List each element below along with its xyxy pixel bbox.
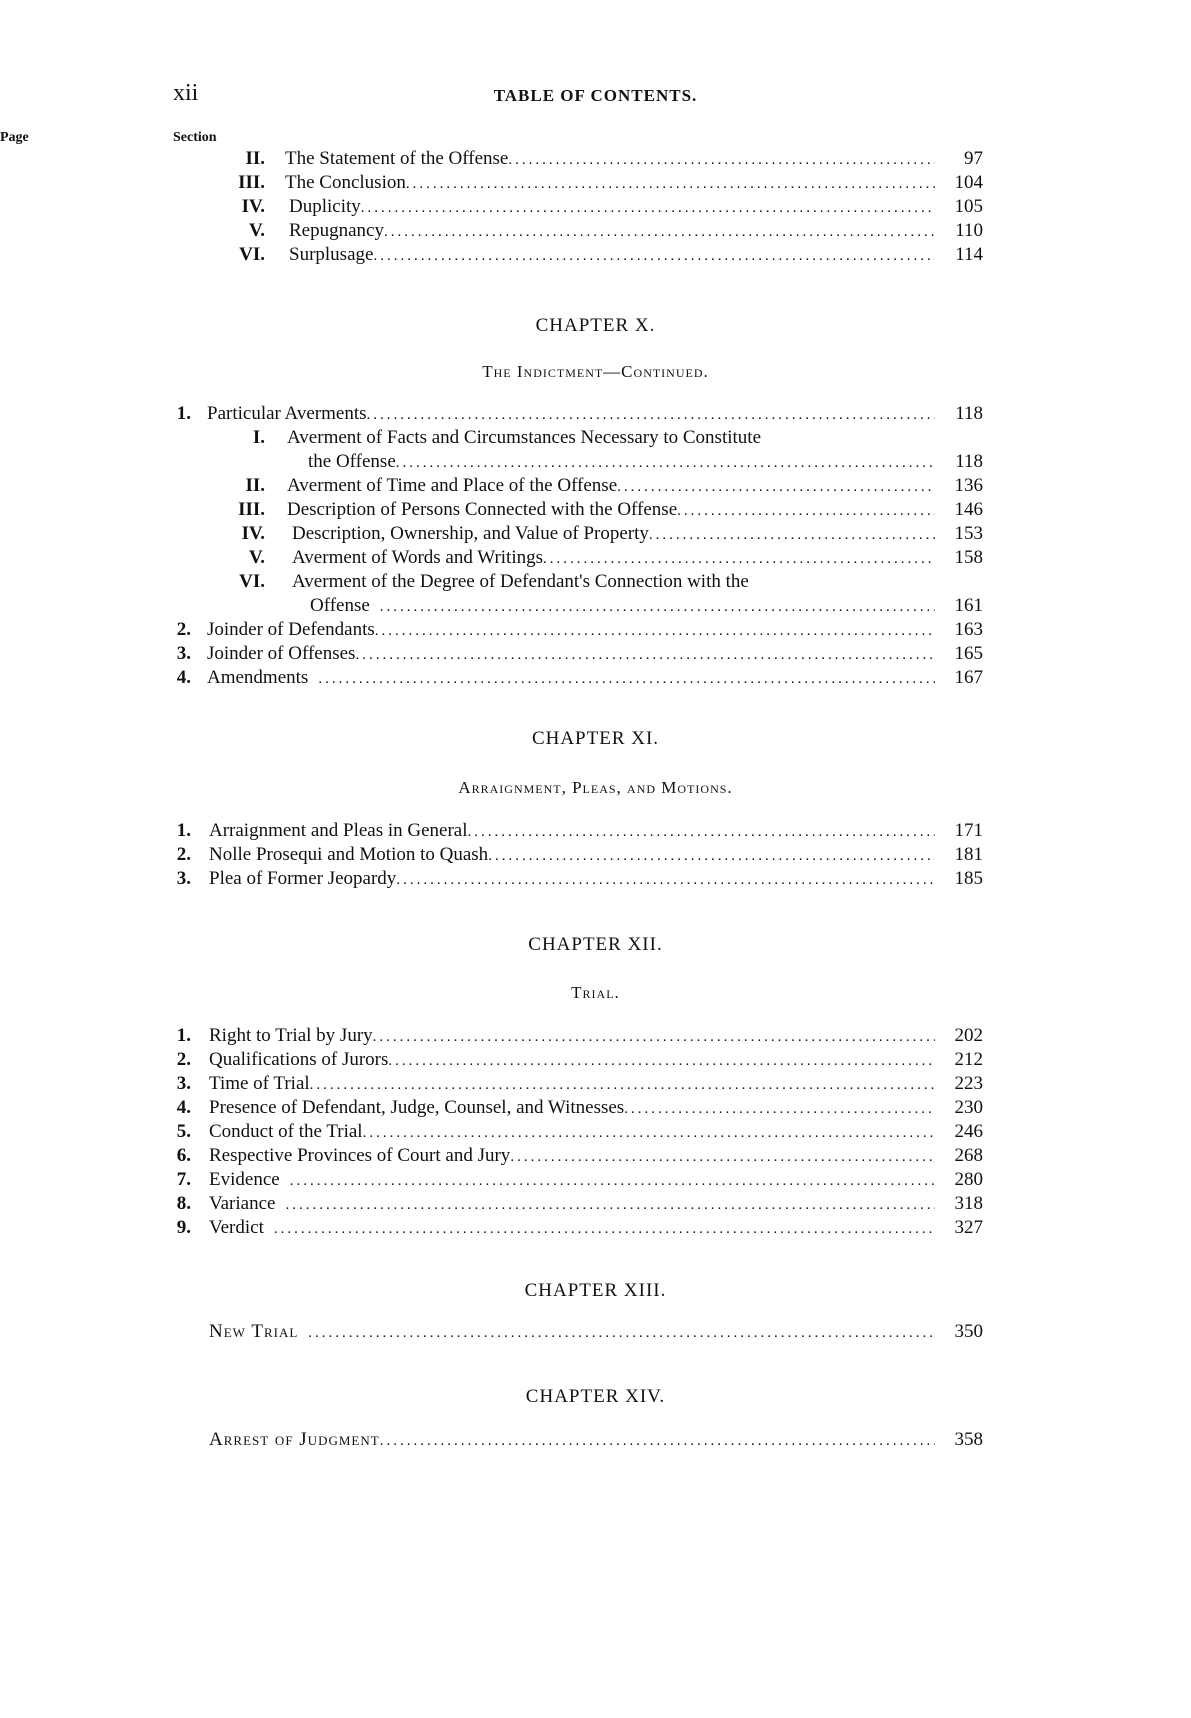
entry-page: 202	[954, 1025, 983, 1046]
entry-text: Arraignment and Pleas in General	[209, 820, 468, 841]
leader-dots	[274, 1217, 935, 1241]
list-item	[173, 1096, 983, 1120]
entry-text: Verdict	[209, 1217, 264, 1238]
entry-number: VI.	[239, 244, 265, 265]
leader-dots	[488, 844, 935, 868]
leader-dots	[318, 667, 935, 691]
entry-page: 158	[954, 547, 983, 568]
list-item	[173, 1168, 983, 1192]
list-item	[173, 843, 983, 867]
entry-page: 161	[954, 595, 983, 616]
entry-page: 146	[954, 499, 983, 520]
entry-page: 118	[955, 451, 983, 472]
entry-number: 7.	[176, 1169, 191, 1190]
entry-number: 6.	[176, 1145, 191, 1166]
leader-dots	[361, 196, 935, 220]
leader-dots	[624, 1097, 935, 1121]
entry-text-continued: Offense	[310, 595, 370, 616]
entry-page: 230	[954, 1097, 983, 1118]
entry-text: Averment of Words and Writings	[292, 547, 543, 568]
entry-text: Repugnancy	[289, 220, 384, 241]
entry-text: Conduct of the Trial	[209, 1121, 363, 1142]
list-item-continuation	[173, 450, 983, 474]
chapter-x-entries	[173, 402, 983, 690]
entry-text: Surplusage	[289, 244, 374, 265]
chapter-xii-subtitle: Trial.	[571, 983, 620, 1002]
entry-text: Right to Trial by Jury	[209, 1025, 373, 1046]
entry-text: Description, Ownership, and Value of Property	[292, 523, 649, 544]
list-item-continuation	[173, 594, 983, 618]
entry-page: 110	[955, 220, 983, 241]
leader-dots	[406, 172, 935, 196]
entry-page: 105	[954, 196, 983, 217]
leader-dots	[285, 1193, 935, 1217]
entry-page: 163	[954, 619, 983, 640]
section-label: Section	[173, 130, 217, 145]
entry-number: 1.	[176, 820, 191, 841]
entry-text: Evidence	[209, 1169, 280, 1190]
leader-dots	[380, 1429, 935, 1453]
entry-text-continued: the Offense	[308, 451, 396, 472]
list-item	[173, 1024, 983, 1048]
leader-dots	[355, 643, 935, 667]
list-item	[173, 867, 983, 891]
leader-dots	[617, 475, 935, 499]
chapter-xiii-heading: CHAPTER XIII.	[524, 1280, 667, 1301]
entry-text: Time of Trial	[209, 1073, 310, 1094]
leader-dots	[396, 451, 935, 475]
entry-text: Qualifications of Jurors	[209, 1049, 389, 1070]
entry-number: 1.	[176, 403, 191, 424]
entry-number: 3.	[176, 643, 191, 664]
entry-number: III.	[238, 499, 265, 520]
entry-text: The Statement of the Offense	[285, 148, 509, 169]
leader-dots	[310, 1073, 935, 1097]
entry-page: 280	[954, 1169, 983, 1190]
leader-dots	[367, 403, 935, 427]
entry-number: II.	[245, 475, 265, 496]
entry-page: 350	[954, 1321, 983, 1342]
chapter-xiii-entries	[173, 1320, 983, 1344]
entry-page: 167	[954, 667, 983, 688]
entry-page: 153	[954, 523, 983, 544]
entry-text: Averment of the Degree of Defendant's Connection with the	[292, 571, 749, 592]
entry-page: 165	[954, 643, 983, 664]
entry-text: Arrest of Judgment	[209, 1429, 380, 1450]
entry-page: 118	[955, 403, 983, 424]
entry-text: Variance	[209, 1193, 276, 1214]
leader-dots	[308, 1321, 935, 1345]
leader-dots	[290, 1169, 935, 1193]
entry-page: 327	[954, 1217, 983, 1238]
leader-dots	[510, 1145, 935, 1169]
list-item	[173, 219, 983, 243]
entry-number: 2.	[176, 844, 191, 865]
entry-number: 3.	[176, 868, 191, 889]
leader-dots	[373, 1025, 935, 1049]
list-item	[173, 1320, 983, 1344]
leader-dots	[384, 220, 935, 244]
chapter-x-subtitle: The Indictment—Continued.	[482, 362, 709, 381]
list-item	[173, 1048, 983, 1072]
entry-number: 9.	[176, 1217, 191, 1238]
entry-number: 2.	[176, 1049, 191, 1070]
list-item	[173, 642, 983, 666]
list-item	[173, 1216, 983, 1240]
entry-text: Averment of Time and Place of the Offense	[287, 475, 618, 496]
entry-number: II.	[245, 148, 265, 169]
entry-text: Description of Persons Connected with the Offense	[287, 499, 678, 520]
entry-page: 136	[954, 475, 983, 496]
chapter-xi-heading: CHAPTER XI.	[531, 728, 660, 749]
leader-dots	[468, 820, 935, 844]
chapter-xiv-entries	[173, 1428, 983, 1452]
entry-number: III.	[238, 172, 265, 193]
leader-dots	[649, 523, 935, 547]
list-item	[173, 402, 983, 426]
list-item	[173, 1428, 983, 1452]
entry-page: 223	[954, 1073, 983, 1094]
entry-text: Amendments	[207, 667, 309, 688]
leader-dots	[375, 619, 935, 643]
entry-number: 2.	[176, 619, 191, 640]
chapter-xi-subtitle: Arraignment, Pleas, and Motions.	[458, 778, 733, 797]
list-item	[173, 498, 983, 522]
entry-text: Particular Averments	[207, 403, 367, 424]
leader-dots	[508, 148, 935, 172]
entry-page: 181	[954, 844, 983, 865]
entry-text: Duplicity	[289, 196, 361, 217]
leader-dots	[363, 1121, 935, 1145]
page-number: xii	[173, 80, 199, 106]
list-item	[173, 618, 983, 642]
list-item	[173, 522, 983, 546]
entry-number: IV.	[241, 523, 265, 544]
entry-number: V.	[248, 547, 265, 568]
entry-number: 4.	[176, 1097, 191, 1118]
entry-number: 1.	[176, 1025, 191, 1046]
page-label: Page	[0, 130, 29, 145]
entry-page: 212	[954, 1049, 983, 1070]
entry-text: Joinder of Offenses	[207, 643, 356, 664]
entry-number: 5.	[176, 1121, 191, 1142]
leader-dots	[388, 1049, 935, 1073]
entry-text: Presence of Defendant, Judge, Counsel, and Witnesses	[209, 1097, 625, 1118]
entry-page: 97	[964, 148, 983, 169]
page-title: TABLE OF CONTENTS.	[493, 86, 698, 105]
entry-text: Nolle Prosequi and Motion to Quash	[209, 844, 489, 865]
entry-number: V.	[248, 220, 265, 241]
list-item	[173, 171, 983, 195]
list-item	[173, 195, 983, 219]
entry-text: Joinder of Defendants	[207, 619, 375, 640]
entry-number: 8.	[176, 1193, 191, 1214]
entry-number: VI.	[239, 571, 265, 592]
list-item	[173, 570, 983, 594]
entry-page: 268	[954, 1145, 983, 1166]
list-item	[173, 1144, 983, 1168]
chapter-xii-heading: CHAPTER XII.	[528, 934, 663, 955]
entry-number: I.	[252, 427, 265, 448]
leader-dots	[677, 499, 935, 523]
list-item	[173, 1120, 983, 1144]
top-entries	[173, 147, 983, 267]
entry-page: 104	[954, 172, 983, 193]
list-item	[173, 474, 983, 498]
entry-page: 318	[954, 1193, 983, 1214]
list-item	[173, 1072, 983, 1096]
entry-text: Averment of Facts and Circumstances Necessary to Constitute	[287, 427, 761, 448]
list-item	[173, 666, 983, 690]
list-item	[173, 1192, 983, 1216]
chapter-x-heading: CHAPTER X.	[535, 315, 656, 336]
entry-page: 185	[954, 868, 983, 889]
entry-text: The Conclusion	[285, 172, 406, 193]
entry-text: Plea of Former Jeopardy	[209, 868, 397, 889]
entry-number: 3.	[176, 1073, 191, 1094]
entry-page: 246	[954, 1121, 983, 1142]
entry-page: 171	[954, 820, 983, 841]
leader-dots	[543, 547, 935, 571]
entry-number: IV.	[241, 196, 265, 217]
list-item	[173, 546, 983, 570]
list-item	[173, 147, 983, 171]
entry-text: New Trial	[209, 1321, 299, 1342]
leader-dots	[373, 244, 935, 268]
list-item	[173, 819, 983, 843]
list-item	[173, 243, 983, 267]
chapter-xi-entries	[173, 819, 983, 891]
entry-page: 358	[954, 1429, 983, 1450]
chapter-xiv-heading: CHAPTER XIV.	[525, 1386, 666, 1407]
chapter-xii-entries	[173, 1024, 983, 1240]
entry-text: Respective Provinces of Court and Jury	[209, 1145, 511, 1166]
leader-dots	[396, 868, 935, 892]
entry-number: 4.	[176, 667, 191, 688]
leader-dots	[380, 595, 935, 619]
entry-page: 114	[955, 244, 983, 265]
list-item	[173, 426, 983, 450]
